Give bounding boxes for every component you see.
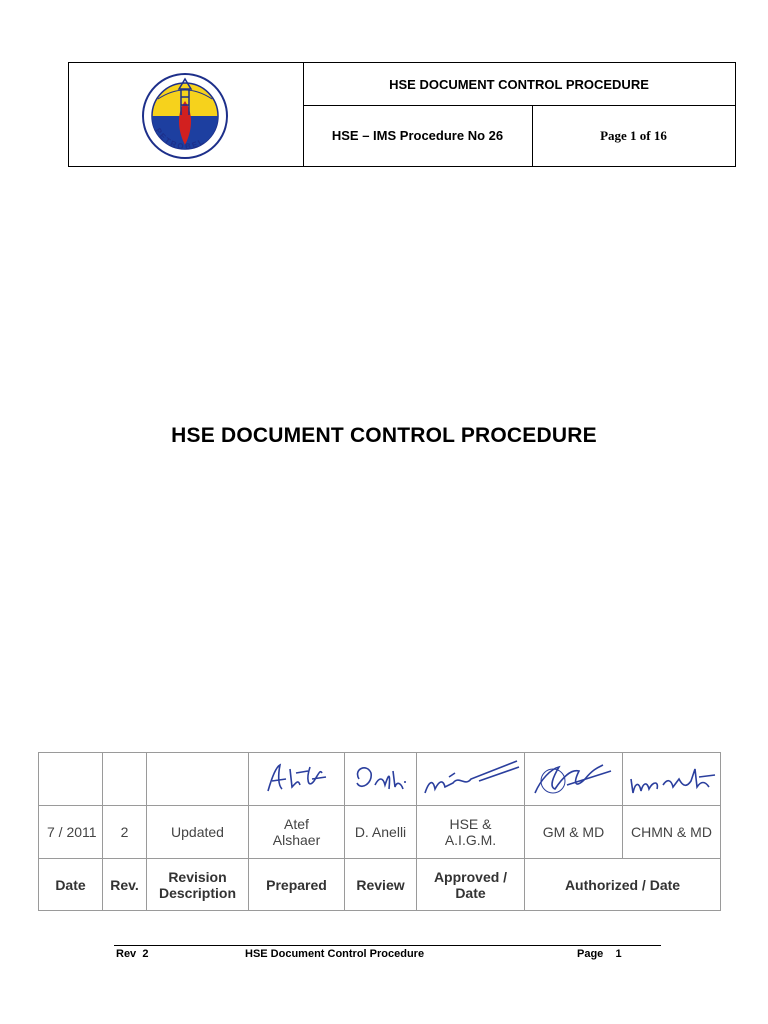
footer-rule — [114, 945, 661, 946]
label-description — [147, 859, 249, 911]
signature-cell-approved — [417, 753, 525, 806]
label-approved — [417, 859, 525, 911]
revision-values-row — [39, 806, 721, 859]
revision-description: Updated — [147, 806, 249, 859]
signature-cell-description — [147, 753, 249, 806]
reviewed-by: D. Anelli — [345, 806, 417, 859]
footer-rev-value: 2 — [142, 948, 149, 960]
procedure-number: HSE – IMS Procedure No 26 — [303, 105, 533, 166]
revision-date: 7 / 2011 — [39, 806, 103, 859]
footer-rev-label: Rev — [116, 948, 137, 960]
signature-cell-prepared — [249, 753, 345, 806]
prepared-by — [249, 806, 345, 859]
footer-page-value: 1 — [615, 948, 622, 960]
label-description-line2: Description — [158, 884, 236, 901]
signature-cell-chmn-md — [623, 753, 721, 806]
label-description-line1: Revision — [168, 868, 227, 885]
approved-by-line2: A.I.G.M. — [444, 832, 497, 848]
label-authorized: Authorized / Date — [525, 859, 721, 911]
authorized-chmn-md: CHMN & MD — [623, 806, 721, 859]
approved-by — [417, 806, 525, 859]
label-approved-line1: Approved / — [433, 868, 508, 885]
signature-row — [39, 753, 721, 806]
page-indicator: Page 1 of 16 — [600, 127, 667, 143]
signature-cell-gm-md — [525, 753, 623, 806]
gm-md-signature — [527, 757, 621, 801]
petrobel-logo — [140, 71, 230, 161]
signature-cell-date — [39, 753, 103, 806]
prepared-by-line2: Alshaer — [272, 832, 321, 848]
signature-cell-rev — [103, 753, 147, 806]
label-rev: Rev. — [103, 859, 147, 911]
column-labels-row — [39, 859, 721, 911]
authorized-gm-md: GM & MD — [525, 806, 623, 859]
revision-number: 2 — [103, 806, 147, 859]
signature-cell-review — [345, 753, 417, 806]
footer-page-label: Page — [577, 948, 604, 960]
document-header — [68, 62, 736, 167]
chmn-md-signature — [625, 759, 719, 799]
svg-text:PETROBEL: PETROBEL — [153, 126, 207, 152]
prepared-by-line1: Atef — [284, 816, 309, 832]
footer-page — [577, 948, 622, 960]
label-prepared: Prepared — [249, 859, 345, 911]
label-date: Date — [39, 859, 103, 911]
label-review: Review — [345, 859, 417, 911]
approved-signature — [419, 757, 523, 801]
prepared-signature — [262, 759, 332, 799]
label-approved-line2: Date — [455, 884, 486, 901]
footer-rev — [116, 948, 148, 960]
header-title: HSE DOCUMENT CONTROL PROCEDURE — [303, 63, 735, 106]
logo-cell — [69, 63, 304, 166]
footer-title: HSE Document Control Procedure — [245, 948, 425, 960]
review-signature — [349, 759, 413, 799]
approval-table — [38, 752, 721, 911]
approved-by-line1: HSE & — [449, 816, 492, 832]
document-title: HSE DOCUMENT CONTROL PROCEDURE — [171, 424, 597, 447]
